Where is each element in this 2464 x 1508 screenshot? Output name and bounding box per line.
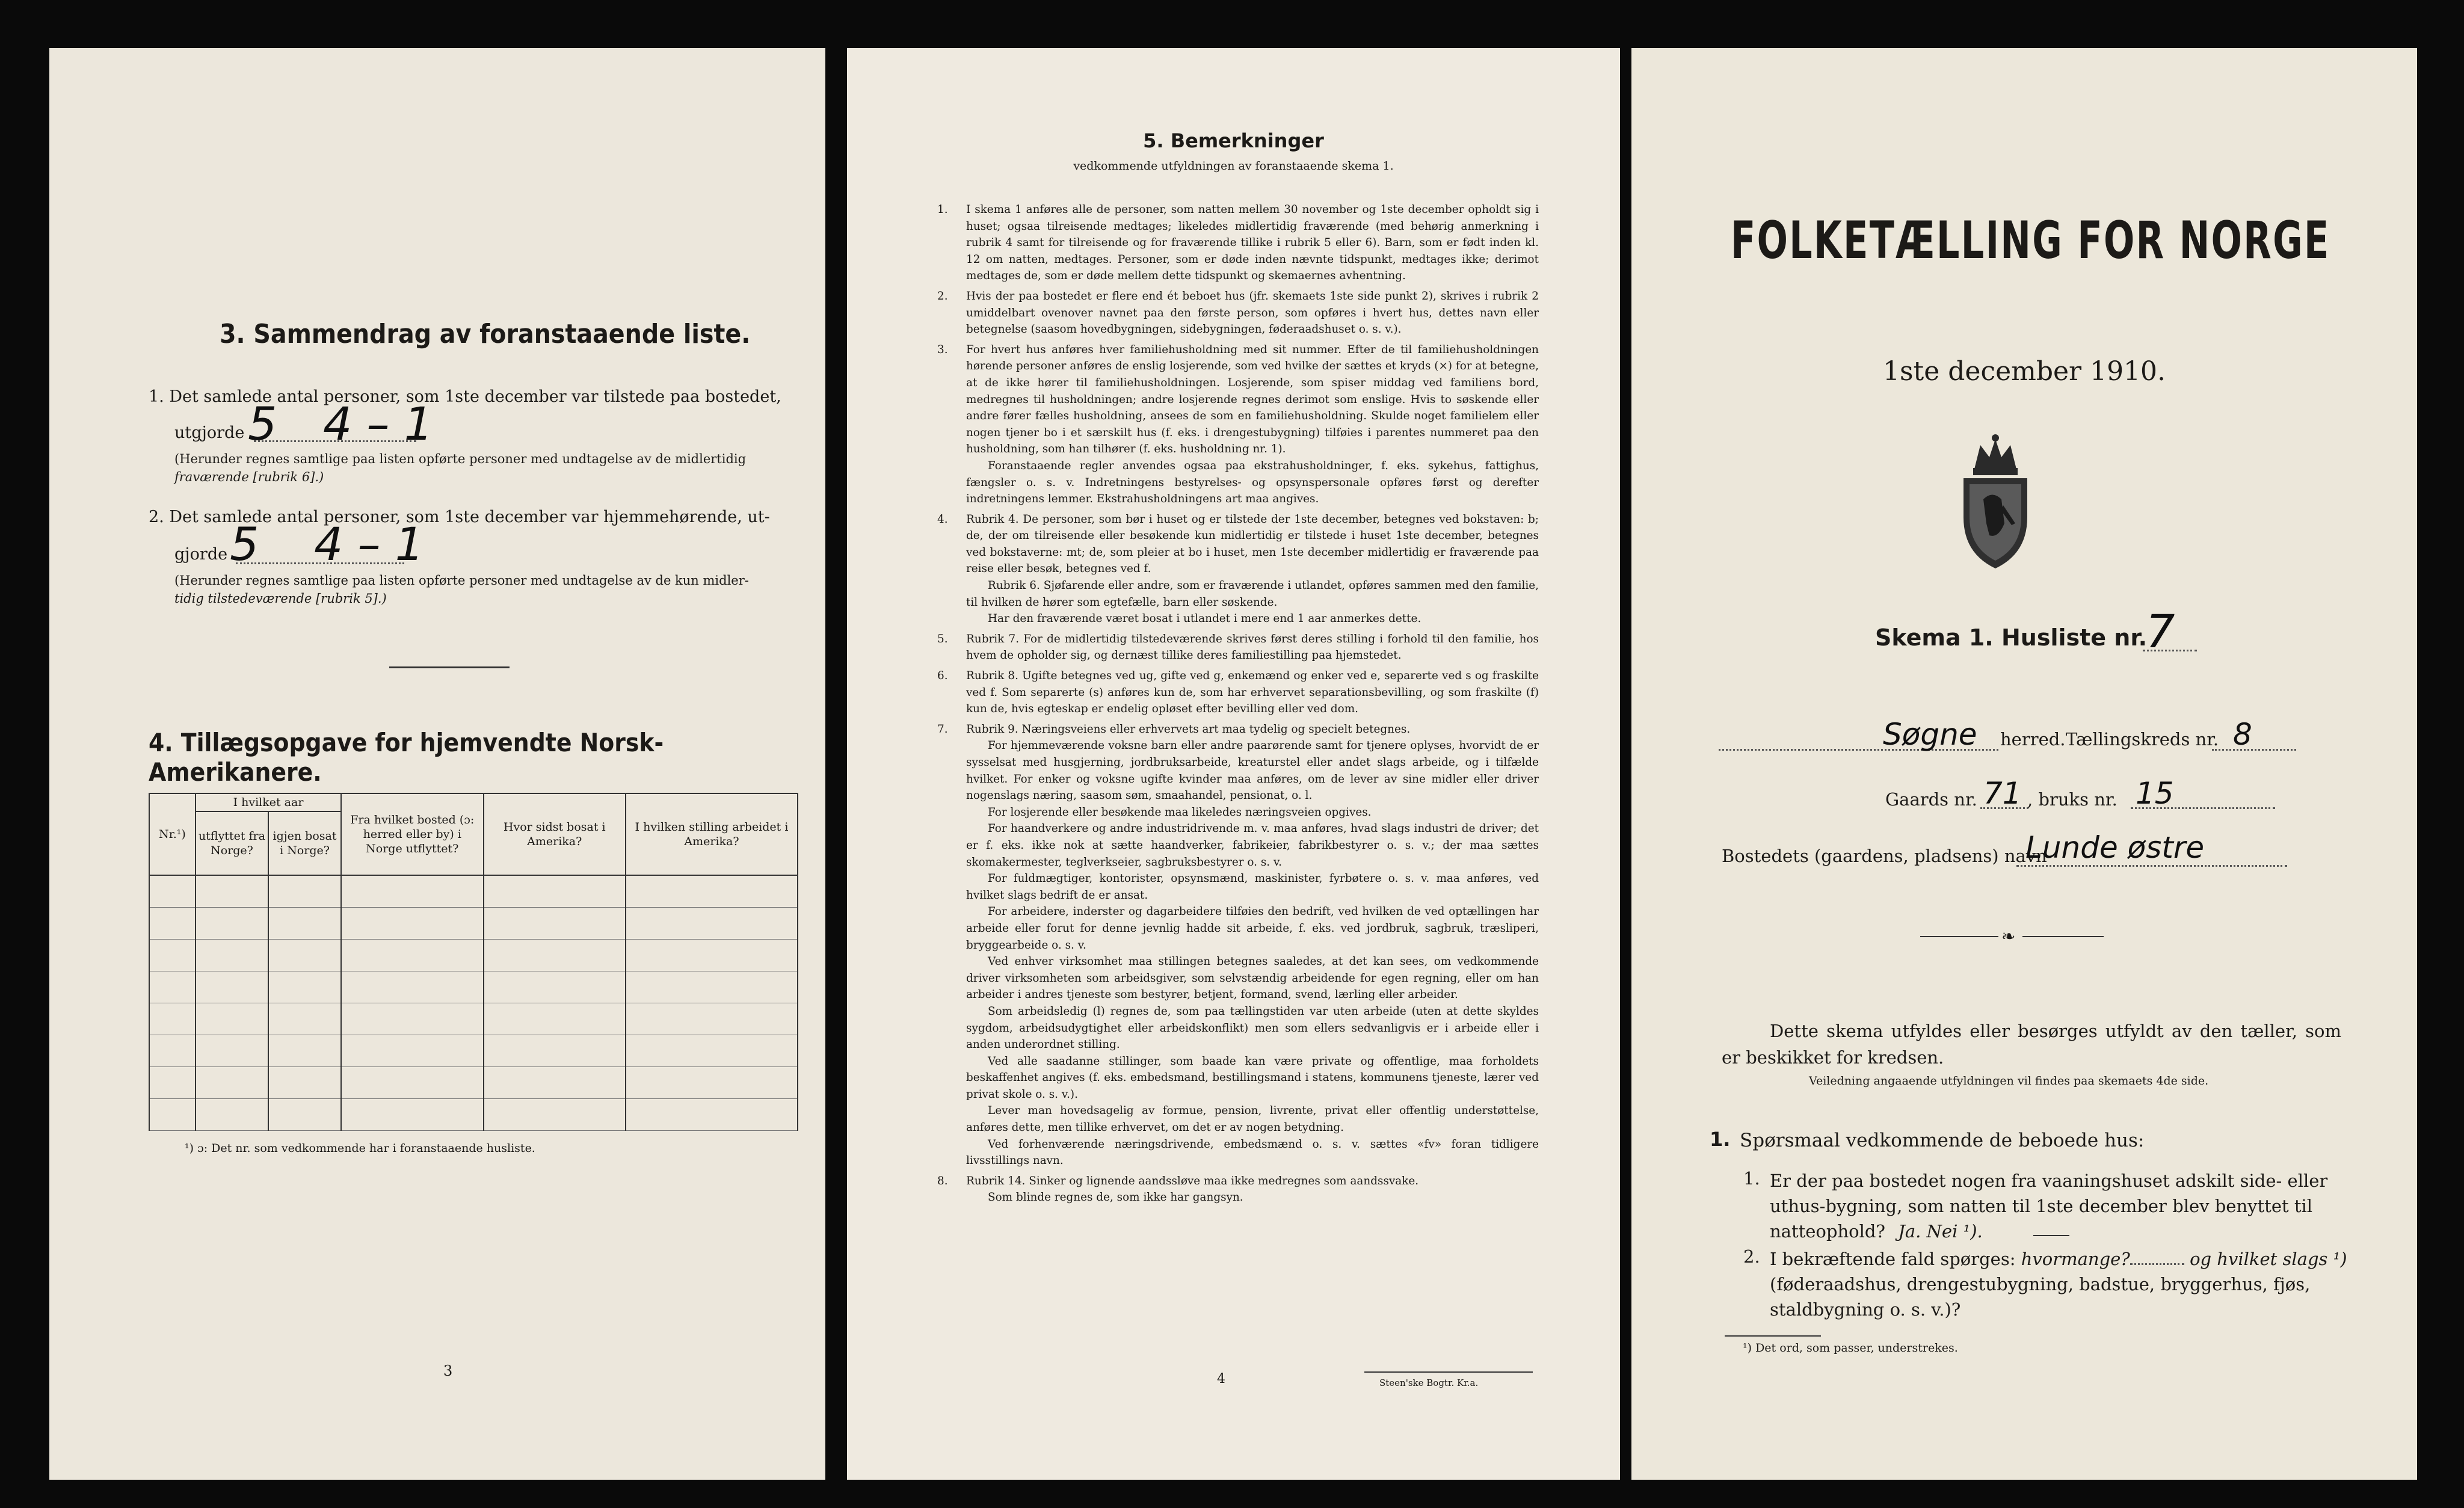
remark-paragraph: Foranstaaende regler anvendes ogsaa paa ekstrahusholdninger, f. eks. sykehus, fattighus, fængsler o. s. v. Indretningens bestyrelses- og opsynspersonale opføres først og derefter indretningens lemmer. Ekstrahusholdningens art maa angives. (966, 459, 1539, 506)
schema-label: Skema 1. Husliste nr. (1875, 624, 2148, 651)
section-3-title: 3. Sammendrag av foranstaaende liste. (220, 319, 751, 349)
questions-heading: Spørsmaal vedkommende de beboede hus: (1740, 1130, 2145, 1151)
remark-paragraph: For fuldmægtiger, kontorister, opsynsmænd, maskinister, fyrbøtere o. s. v. maa anføres, ved hvilket slags bedrift de er ansat. (966, 872, 1539, 902)
table-cell (149, 1099, 196, 1131)
table-cell (268, 1067, 341, 1099)
table-cell (268, 1035, 341, 1067)
summary-item-2-note (174, 571, 812, 608)
remark-paragraph: Ved alle saadanne stillinger, som baade kan være private og offentlige, maa forholdets beskaffenhet angives (f. eks. embedsmand, bestillingsmand i statens, kommunens tjeneste, lærer ved privat skole o. s. v.). (966, 1054, 1539, 1101)
bruks-label: , bruks nr. (2027, 789, 2118, 810)
table-cell (341, 971, 484, 1003)
husliste-number: 7 (2146, 605, 2175, 658)
table-cell (626, 1003, 798, 1035)
page-number: 4 (1217, 1371, 1225, 1386)
question-2-text: I bekræftende fald spørges: (1770, 1249, 2016, 1269)
remark-number: 4. (937, 512, 948, 526)
remark-paragraph: Som blinde regnes de, som ikke har gangsyn. (988, 1191, 1243, 1204)
table-cell (341, 1003, 484, 1035)
footnote-rule (1725, 1335, 1821, 1337)
table-cell (626, 875, 798, 908)
table-cell (484, 908, 626, 940)
table-header-returned: igjen bosat i Norge? (268, 811, 341, 875)
table-cell (341, 875, 484, 908)
table-cell (196, 1099, 268, 1131)
question-2-count: hvormange? (2021, 1249, 2130, 1269)
question-1-answer: Ja. Nei ¹). (1898, 1221, 1983, 1242)
herred-label: herred. (2000, 729, 2066, 749)
printer-imprint: Steen'ske Bogtr. Kr.a. (1379, 1377, 1479, 1388)
remark-item (937, 668, 1539, 718)
remark-paragraph: Rubrik 14. Sinker og lignende aandssløve maa ikke medregnes som aandssvake. (966, 1174, 1419, 1187)
table-cell (149, 908, 196, 940)
remarks-subtitle: vedkommende utfyldningen av foranstaaende skema 1. (1073, 159, 1394, 173)
page-3 (49, 48, 825, 1480)
remark-paragraph: For hvert hus anføres hver familiehusholdning med sit nummer. Efter de til familiehusholdningen hørende personer anføres de enslig losjerende, som ved hvilke der sættes et kryds (×) for at betegne, at de ikke hører til familiehusholdningen. Losjerende, som spiser middag ved familiens bord, medregnes til husholdningen; andre losjerende regnes derimot som enslige. Hvis to søskende eller andre fører fælles husholdning, ansees de som en familiehusholdning. Skulde noget familielem eller nogen tjener bo i et særskilt hus (f. eks. i drengestubygning) tilføies i parentes nummeret paa den husholdning, som han tilhører (f. eks. husholdning nr. 1). (966, 343, 1539, 456)
table-cell (484, 1067, 626, 1099)
remark-number: 1. (937, 203, 948, 216)
remark-paragraph: Som arbeidsledig (l) regnes de, som paa tællingstiden var uten arbeide (uten at dette skyldes sygdom, arbeidsudygtighet eller arbeidskonflikt) men som ellers sedvanligvis er i arbeide eller i anden underordnet stilling. (966, 1005, 1539, 1051)
table-cell (196, 875, 268, 908)
table-cell (196, 1003, 268, 1035)
table-row (149, 875, 798, 908)
summary-item-1-label: utgjorde (174, 423, 245, 442)
summary-item-2-text: 2. Det samlede antal personer, som 1ste december var hjemmehørende, ut- (149, 508, 770, 526)
remark-paragraph: Har den fraværende været bosat i utlandet i mere end 1 aar anmerkes dette. (988, 612, 1421, 626)
summary-item-1-note-line1: (Herunder regnes samtlige paa listen opførte personer med undtagelse av de midlertidig (174, 452, 747, 466)
summary-item-1-value: 5 (248, 397, 277, 451)
remark-paragraph: Ved enhver virksomhet maa stillingen betegnes saaledes, at det kan sees, om vedkommende driver virksomheten som arbeidsgiver, som selvstændig arbeidende for egen regning, eller om han arbeider i andres tjeneste som bestyrer, betjent, formand, svend, lærling eller arbeider. (966, 955, 1539, 1002)
kreds-value: 8 (2233, 717, 2252, 752)
remark-item (937, 288, 1539, 338)
table-cell (149, 940, 196, 971)
footnote: ¹) Det ord, som passer, understrekes. (1743, 1341, 1958, 1355)
page-1 (1631, 48, 2417, 1480)
table-cell (484, 875, 626, 908)
question-2-dotted-line (2130, 1263, 2184, 1265)
table-cell (268, 908, 341, 940)
remark-number: 8. (937, 1174, 948, 1187)
question-1-text: Er der paa bostedet nogen fra vaaningshuset adskilt side- eller uthus-bygning, som natten til 1ste december blev benyttet til natteophold? (1770, 1171, 2328, 1242)
remark-number: 3. (937, 343, 948, 356)
question-1 (1770, 1168, 2377, 1244)
table-row (149, 1067, 798, 1099)
table-row (149, 908, 798, 940)
section-4-title: 4. Tillægsopgave for hjemvendte Norsk-Amerikanere. (149, 728, 664, 787)
summary-item-2-note-line1: (Herunder regnes samtlige paa listen opførte personer med undtagelse av de kun midler- (174, 573, 749, 588)
table-header-emigrated: utflyttet fra Norge? (196, 811, 268, 875)
table-cell (196, 1035, 268, 1067)
table-cell (268, 971, 341, 1003)
gaards-dotted-line (1980, 807, 2028, 809)
remark-paragraph: Rubrik 4. De personer, som bør i huset og er tilstede der 1ste december, betegnes ved bokstaven: b; de, der om tilreisende eller besøkende kun midlertidig er tilstede i huset 1ste december, betegnes ved bokstaverne: mt; de, som pleier at bo i huset, men 1ste december midlertidig er fraværende paa reise eller besøk, betegnes ved f. (966, 512, 1539, 576)
table-cell (268, 875, 341, 908)
printer-rule (1364, 1371, 1533, 1373)
remark-paragraph: Ved forhenværende næringsdrivende, embedsmænd o. s. v. sættes «fv» foran tidligere livsstillings navn. (966, 1137, 1539, 1168)
table-row (149, 1003, 798, 1035)
remark-number: 7. (937, 722, 948, 736)
table-cell (149, 971, 196, 1003)
bosted-value: Lunde østre (2025, 830, 2205, 865)
bruks-dotted-line (2131, 807, 2275, 809)
remark-item (937, 721, 1539, 1169)
question-2-examples: (føderaadshus, drengestubygning, badstue, bryggerhus, fjøs, staldbygning o. s. v.)? (1770, 1274, 2311, 1320)
question-2-kind: og hvilket slags ¹) (2190, 1249, 2347, 1269)
table-cell (484, 971, 626, 1003)
remark-number: 2. (937, 289, 948, 303)
table-header-from: Fra hvilket bosted (ɔ: herred eller by) i Norge utflyttet? (341, 793, 484, 875)
summary-item-2-note-line2: tidig tilstedeværende [rubrik 5].) (174, 591, 387, 606)
table-cell (149, 1067, 196, 1099)
remark-item (937, 342, 1539, 508)
table-cell (484, 1035, 626, 1067)
table-cell (341, 1099, 484, 1131)
table-cell (268, 940, 341, 971)
summary-item-2-value-split: 4 – 1 (314, 517, 425, 571)
table-cell (196, 1067, 268, 1099)
table-cell (196, 971, 268, 1003)
table-cell (484, 1003, 626, 1035)
table-cell (341, 908, 484, 940)
table-cell (484, 940, 626, 971)
summary-item-1-text: 1. Det samlede antal personer, som 1ste december var tilstede paa bostedet, (149, 387, 781, 406)
table-cell (149, 1003, 196, 1035)
norsk-amerikanere-table (149, 793, 798, 1131)
table-cell (341, 1035, 484, 1067)
remark-paragraph: For arbeidere, inderster og dagarbeidere tilføies den bedrift, ved hvilken de ved optællingen har arbeide eller forut for denne jevnlig hadde sit arbeide, f. eks. ved jordbruk, sagbruk, træsliperi, bryggearbeide o. s. v. (966, 905, 1539, 952)
remark-paragraph: For hjemmeværende voksne barn eller andre paarørende samt for tjenere oplyses, hvorvidt de er sysselsat med husgjerning, jordbruksarbeide, kreaturstel eller andet slags arbeide, og i tilfælde hvilket. For enker og voksne ugifte kvinder maa anføres, om de lever av sine midler eller driver nogenslags næring, saasom søm, smaahandel, pensionat, o. l. (966, 739, 1539, 802)
table-cell (196, 940, 268, 971)
answer-underline (2033, 1235, 2069, 1236)
remark-paragraph: Rubrik 8. Ugifte betegnes ved ug, gifte ved g, enkemænd og enker ved e, separerte ved s og fraskilte ved f. Som separerte (s) anføres kun de, som har erhvervet separationsbevilling, og som fraskilte (f) kun de, hvis egteskap er endelig opløset efter bevilling eller ved dom. (966, 669, 1539, 716)
questions-number: 1. (1710, 1128, 1731, 1151)
remarks-list (937, 202, 1539, 1210)
remark-paragraph: Rubrik 9. Næringsveiens eller erhvervets art maa tydelig og specielt betegnes. (966, 722, 1411, 736)
table-cell (268, 1003, 341, 1035)
table-cell (149, 875, 196, 908)
table-cell (196, 908, 268, 940)
remark-item (937, 631, 1539, 664)
ornament-rule-left (1920, 936, 1998, 937)
table-header-nr: Nr.¹) (149, 793, 196, 875)
herred-value: Søgne (1883, 717, 1977, 752)
summary-item-2-label: gjorde (174, 545, 228, 564)
table-cell (268, 1099, 341, 1131)
remark-number: 6. (937, 669, 948, 683)
bosted-dotted-line (2016, 865, 2287, 867)
gaards-value: 71 (1983, 776, 2022, 811)
table-cell (626, 971, 798, 1003)
ornament-icon: ❧ (2001, 926, 2016, 946)
remark-paragraph: Lever man hovedsagelig av formue, pension, livrente, privat eller offentlig understøttelse, anføres dette, men tillike erhvervet, om det er av nogen betydning. (966, 1104, 1539, 1134)
remark-paragraph: For losjerende eller besøkende maa likeledes næringsveien opgives. (988, 805, 1372, 819)
kreds-dotted-line (2212, 749, 2296, 751)
remark-paragraph: For haandverkere og andre industridrivende m. v. maa anføres, hvad slags industri de driver; det er f. eks. ikke nok at sætte haandverker, fabrikeier, fabrikbestyrer o. s. v.; der maa sættes skomakermester, teglverkseier, sagbruksbestyrer o. s. v. (966, 822, 1539, 869)
remarks-title: 5. Bemerkninger (1143, 129, 1324, 152)
ornament-rule-right (2022, 936, 2104, 937)
remark-paragraph: Rubrik 6. Sjøfarende eller andre, som er fraværende i utlandet, opføres sammen med den familie, til hvilken de hører som egtefælle, barn eller søskende. (966, 579, 1539, 609)
husliste-dotted-line (2143, 650, 2197, 651)
remark-paragraph: Hvis der paa bostedet er flere end ét beboet hus (jfr. skemaets 1ste side punkt 2), skrives i rubrik 2 umiddelbart ovenover navnet paa den første person, som opføres i hvert hus, dettes navn eller betegnelse (saasom hovedbygningen, sidebygningen, føderaadshuset o. s. v.). (966, 289, 1539, 336)
summary-item-1-value-split: 4 – 1 (323, 397, 434, 451)
table-cell (626, 908, 798, 940)
table-cell (341, 940, 484, 971)
table-footnote: ¹) ɔ: Det nr. som vedkommende har i foranstaaende husliste. (185, 1142, 535, 1155)
page-number: 3 (443, 1362, 453, 1379)
table-row (149, 1099, 798, 1131)
question-1-number: 1. (1743, 1168, 1760, 1189)
question-2-number: 2. (1743, 1246, 1760, 1267)
kreds-label: Tællingskreds nr. (2066, 729, 2219, 749)
intro-text: Dette skema utfyldes eller besørges utfyldt av den tæller, som er beskikket for kredsen. (1722, 1021, 2341, 1068)
census-title: FOLKETÆLLING FOR NORGE (1731, 211, 2330, 271)
table-cell (149, 1035, 196, 1067)
table-row (149, 940, 798, 971)
remark-number: 5. (937, 632, 948, 645)
page-4 (847, 48, 1620, 1480)
gaards-label: Gaards nr. (1885, 789, 1977, 810)
remark-item (937, 1173, 1539, 1206)
table-cell (626, 1035, 798, 1067)
table-row (149, 1035, 798, 1067)
section-divider (389, 666, 510, 668)
table-row (149, 971, 798, 1003)
table-header-last: Hvor sidst bosat i Amerika? (484, 793, 626, 875)
table-cell (484, 1099, 626, 1131)
census-date: 1ste december 1910. (1882, 356, 2166, 387)
coat-of-arms-icon (1956, 433, 2034, 571)
summary-item-1-note-line2: fraværende [rubrik 6].) (174, 470, 324, 484)
table-cell (626, 1067, 798, 1099)
guide-text: Veiledning angaaende utfyldningen vil findes paa skemaets 4de side. (1809, 1074, 2209, 1088)
table-cell (626, 1099, 798, 1131)
bruks-value: 15 (2136, 776, 2174, 811)
remark-item (937, 511, 1539, 627)
table-header-year: I hvilket aar (196, 793, 341, 811)
summary-item-2-value: 5 (230, 517, 259, 571)
bosted-label: Bostedets (gaardens, pladsens) navn (1722, 846, 2047, 866)
summary-item-1-note (174, 450, 812, 486)
table-header-position: I hvilken stilling arbeidet i Amerika? (626, 793, 798, 875)
remark-item (937, 202, 1539, 285)
question-2 (1770, 1246, 2377, 1322)
remark-paragraph: I skema 1 anføres alle de personer, som natten mellem 30 november og 1ste december opholdt sig i huset; ogsaa tilreisende medtages; likeledes midlertidig fraværende (med behørig anmerkning i rubrik 4 samt for tilreisende og for fraværende tillike i rubrik 5 eller 6). Barn, som er født inden kl. 12 om natten, medtages. Personer, som er døde inden nævnte tidspunkt, medtages ikke; derimot medtages de, som er døde mellem dette tidspunkt og skemaernes avhentning. (966, 203, 1539, 283)
remark-paragraph: Rubrik 7. For de midlertidig tilstedeværende skrives først deres stilling i forhold til den familie, hos hvem de opholder sig, og dernæst tillike deres familiestilling paa hjemstedet. (966, 632, 1539, 662)
table-cell (626, 940, 798, 971)
table-cell (341, 1067, 484, 1099)
